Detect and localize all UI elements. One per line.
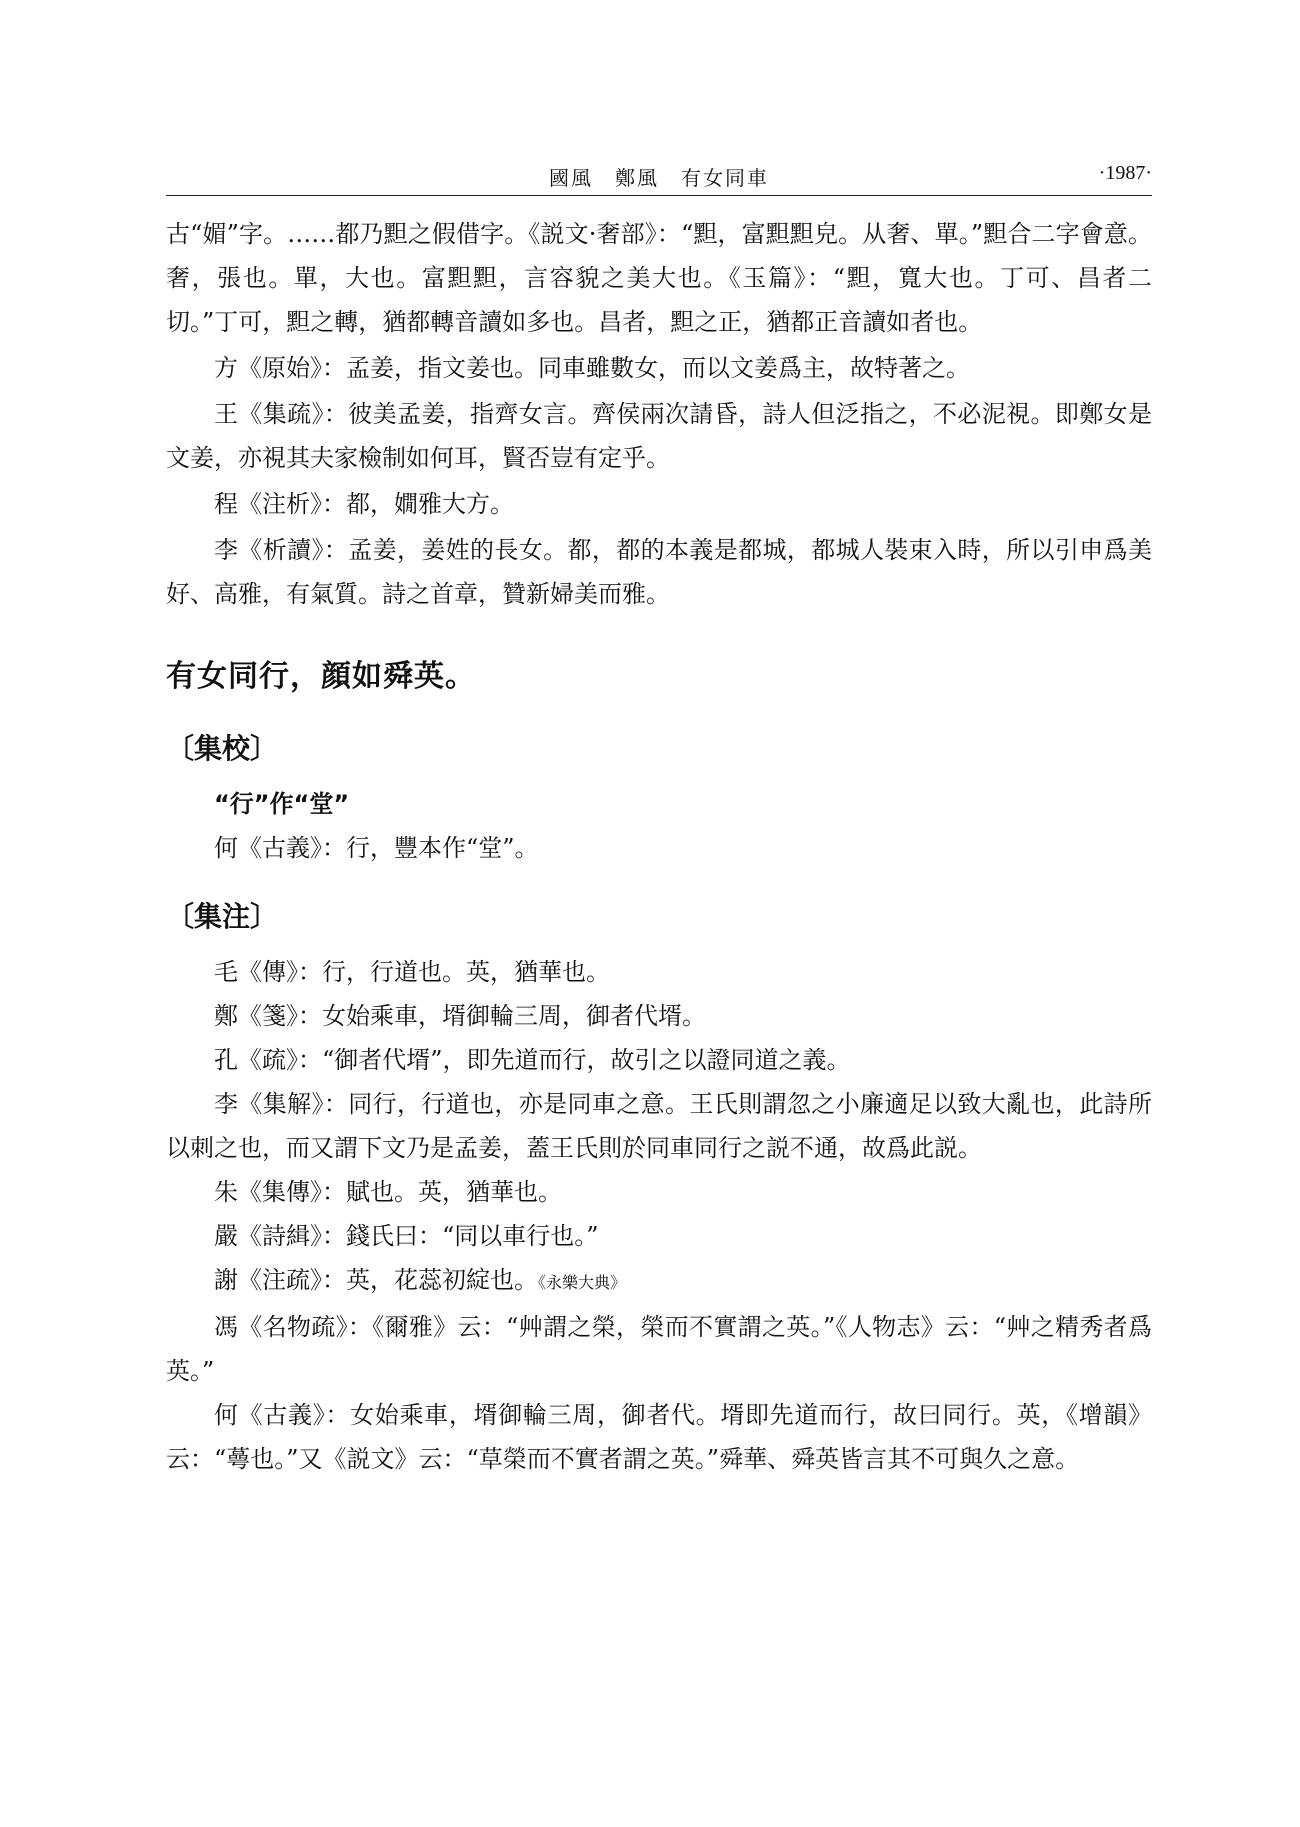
annotation-text: 謝《注疏》：英，花蕊初綻也。	[214, 1266, 538, 1294]
annotation-paragraph: 嚴《詩緝》：錢氏曰：“同以車行也。”	[214, 1222, 599, 1250]
commentary-paragraph: 王《集疏》：彼美孟姜，指齊女言。齊侯兩次請昏，詩人但泛指之，不必泥視。即鄭女是文姜，亦視其夫家檢制如何耳，賢否豈有定乎。	[166, 400, 1152, 472]
section-heading-jizhu: 〔集注〕	[166, 900, 279, 933]
collation-paragraph: 何《古義》：行，豐本作“堂”。	[214, 834, 539, 862]
collation-subheading: “行”作“堂”	[214, 790, 350, 818]
commentary-paragraph: 李《析讀》：孟姜，姜姓的長女。都，都的本義是都城，都城人裝束入時，所以引申爲美好、高雅，有氣質。詩之首章，贊新婦美而雅。	[166, 536, 1152, 608]
annotation-paragraph: 李《集解》：同行，行道也，亦是同車之意。王氏則謂忽之小廉適足以致大亂也，此詩所以刺之也，而又謂下文乃是孟姜，蓋王氏則於同車同行之説不通，故爲此説。	[166, 1090, 1152, 1162]
annotation-paragraph: 鄭《箋》：女始乘車，壻御輪三周，御者代壻。	[214, 1002, 706, 1030]
header-rule	[166, 195, 1152, 196]
commentary-paragraph: 程《注析》：都，嫺雅大方。	[214, 490, 514, 518]
annotation-paragraph	[166, 1258, 1152, 1305]
annotation-paragraph: 孔《疏》：“御者代壻”，即先道而行，故引之以證同道之義。	[214, 1046, 851, 1074]
annotation-paragraph: 何《古義》：女始乘車，壻御輪三周，御者代。壻即先道而行，故曰同行。英，《增韻》云：“蕚也。”又《説文》云：“草榮而不實者謂之英。”舜華、舜英皆言其不可與久之意。	[166, 1401, 1152, 1473]
page-body	[166, 212, 1152, 1481]
source-note: 《永樂大典》	[538, 1273, 627, 1292]
annotation-paragraph: 毛《傳》：行，行道也。英，猶華也。	[214, 958, 610, 986]
running-header	[166, 158, 1152, 192]
verse-heading: 有女同行，顔如舜英。	[166, 659, 476, 694]
annotation-paragraph: 朱《集傳》：賦也。英，猶華也。	[214, 1178, 562, 1206]
annotation-paragraph: 馮《名物疏》：《爾雅》云：“艸謂之榮，榮而不實謂之英。”《人物志》云：“艸之精秀者爲英。”	[166, 1313, 1152, 1385]
commentary-paragraph: 方《原始》：孟姜，指文姜也。同車雖數女，而以文姜爲主，故特著之。	[214, 354, 970, 382]
header-title: 國風 鄭風 有女同車	[549, 166, 769, 190]
section-heading-jiaoshi: 〔集校〕	[166, 732, 279, 765]
page-number: ·1987·	[1098, 162, 1152, 184]
commentary-paragraph: 古“媚”字。……都乃䵣之假借字。《説文·奢部》：“䵣，富䵣䵣皃。从奢、單。”䵣合二字會意。奢，張也。單，大也。富䵣䵣，言容貌之美大也。《玉篇》：“䵣，寬大也。丁可、昌者二切。”丁可，䵣之轉，猶都轉音讀如多也。昌者，䵣之正，猶都正音讀如者也。	[166, 220, 1152, 336]
